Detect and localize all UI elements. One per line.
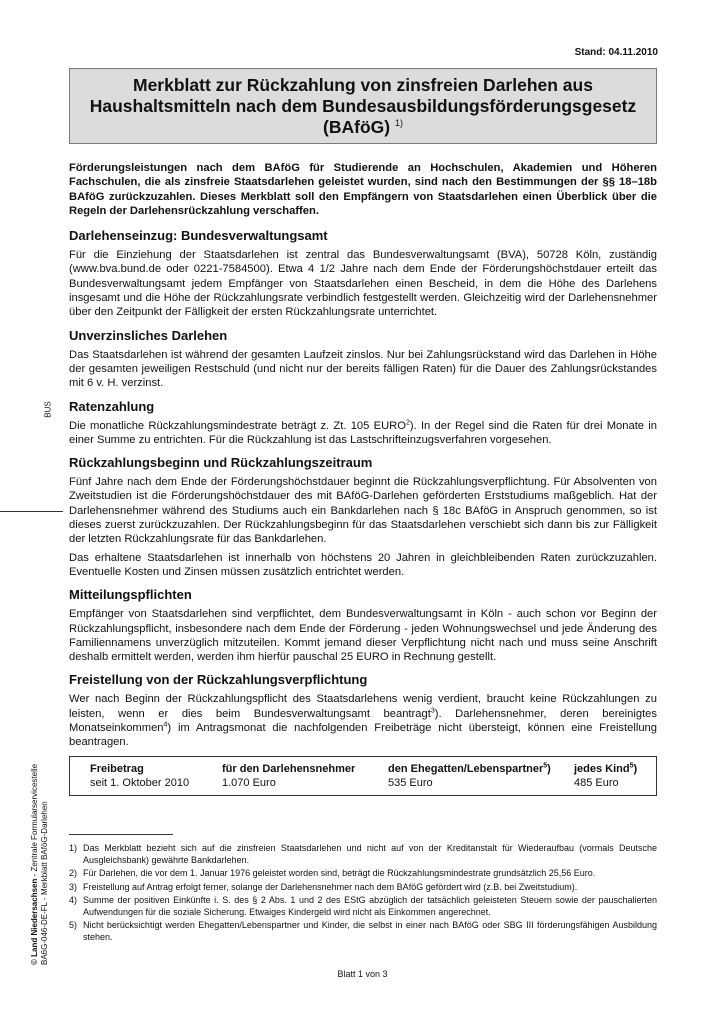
- freibetrag-header-cell: jedes Kind$^5$): [574, 761, 638, 775]
- footnote-ref: 5: [629, 761, 634, 769]
- footnote-text: Das Merkblatt bezieht sich auf die zinsfreien Staatsdarlehen und nicht auf von der Kreditanstalt für Wiederaufbau (vormals Deutsche Ausgleichsbank) gewährte Bankdarlehen.: [83, 843, 657, 865]
- section-paragraph: [69, 419, 657, 448]
- fold-mark: [0, 511, 63, 512]
- footnote-ref: 5: [543, 761, 548, 769]
- footnote-text: Freistellung auf Antrag erfolgt ferner, solange der Darlehensnehmer nach dem BAföG gefördert wird (z.B. bei Zweitstudium).: [83, 881, 578, 892]
- document-date: Stand: 04.11.2010: [574, 47, 658, 58]
- freibetrag-cell: seit 1. Oktober 2010: [90, 776, 190, 789]
- footnote-number: 5): [69, 920, 78, 930]
- header-text: den Ehegatten/Lebenspartner: [388, 762, 544, 775]
- section-heading: Ratenzahlung: [69, 398, 155, 414]
- freibetrag-cell: 1.070 Euro: [222, 776, 276, 789]
- text-part: ). Darlehensnehmer, deren bereinigtes Monatseinkommen: [69, 707, 658, 735]
- side-line-2: BA6G-046-DE-FL - Merkblatt BAföG-Darlehen: [40, 801, 49, 965]
- freibetrag-table: [69, 756, 657, 796]
- section-heading: Mitteilungspflichten: [69, 587, 192, 603]
- section-paragraph: Das erhaltene Staatsdarlehen ist innerhalb von höchstens 20 Jahren in gleichbleibenden Raten zurückzuzahlen. Eventuelle Kosten und Zinsen müssen zusätzlich entrichtet werden.: [69, 551, 657, 578]
- section-einzug: [69, 228, 657, 319]
- page-number: Blatt 1 von 3: [337, 969, 388, 979]
- section-paragraph: Für die Einziehung der Staatsdarlehen ist zentral das Bundesverwaltungsamt (BVA), 50728 Köln, zuständig (www.bva.bund.de oder 0221-7584500). Etwa 4 1/2 Jahre nach dem Ende der Förderungshöchstdauer erteilt das Bundesverwaltungsamt jedem Empfänger von Staatsdarlehen einen Bescheid, in dem die Höhe des Darlehens insgesamt und die Höhe der Rückzahlungsrate verbindlich festgestellt werden. Gleichzeitig wird der Darlehensnehmer über den Zeitpunkt der Fälligkeit der ersten Rückzahlungsrate unterrichtet.: [69, 249, 657, 319]
- publisher-name: © Land Niedersachsen: [30, 878, 39, 965]
- text-part: ) im Antragsmonat die nachfolgenden Freibeträge nicht übersteigt, können eine Freistellung beantragen.: [69, 722, 657, 749]
- section-mitteilungspflichten: [69, 587, 657, 664]
- footnote: [69, 920, 657, 943]
- section-paragraph: Das Staatsdarlehen ist während der gesamten Laufzeit zinslos. Nur bei Zahlungsrückstand wird das Darlehen in Höhe der gesamten jeweiligen Restschuld (und nicht nur der bereits fälligen Raten) für die Dauer des Zahlungsrückstandes mit 6 v. H. verzinst.: [69, 348, 657, 390]
- section-heading: Darlehenseinzug: Bundesverwaltungsamt: [69, 228, 328, 244]
- footnote: [69, 895, 657, 918]
- freibetrag-header-row: [90, 762, 650, 776]
- freibetrag-data-row: [90, 776, 650, 790]
- footnotes: [69, 843, 657, 945]
- freibetrag-header-cell: für den Darlehensnehmer: [222, 762, 356, 775]
- section-paragraph: Empfänger von Staatsdarlehen sind verpflichtet, dem Bundesverwaltungsamt in Köln - auch schon vor Beginn der Rückzahlungspflicht, insbesondere nach dem Ende der Förderung - jeden Wohnungswechsel und jede Änderung des Familiennamens unverzüglich mitzuteilen. Kommt jemand dieser Verpflichtung nicht nach und muss seine Anschrift deshalb ermittelt werden, werden ihm hierfür pauschal 25 EURO in Rechnung gestellt.: [69, 608, 657, 664]
- title-footnote-ref: 1): [394, 117, 403, 128]
- footnote-text: Nicht berücksichtigt werden Ehegatten/Lebenspartner und Kinder, die selbst in einer nach BAföG oder SBG III förderungsfähigen Ausbildung stehen.: [83, 920, 657, 942]
- side-bus-text: BUS: [43, 401, 53, 418]
- footnote-ref: 2: [405, 418, 410, 426]
- title-line-3: (BAföG): [323, 116, 391, 137]
- footnote: [69, 868, 657, 880]
- intro-paragraph: Förderungsleistungen nach dem BAföG für Studierende an Hochschulen, Akademien und Höheren Fachschulen, die als zinsfreie Staatsdarlehen geleistet wurden, sind nach den Bestimmungen der §§ 18–18b BAföG zurückzuzahlen. Dieses Merkblatt soll den Empfängern von Staatsdarlehen einen Überblick über die Regeln der Darlehensrückzahlung verschaffen.: [69, 162, 657, 217]
- footnote-text: Summe der positiven Einkünfte i. S. des § 2 Abs. 1 und 2 des EStG abzüglich der tatsächlich geleisteten Steuern sowie der pauschalierten Aufwendungen für die soziale Sicherung. Etwaiges Kindergeld wird nicht als Einkommen angerechnet.: [83, 895, 657, 917]
- side-bus-label: [38, 393, 58, 423]
- footnote: [69, 843, 657, 866]
- title-box: [69, 68, 657, 144]
- text-part: Die monatliche Rückzahlungsmindestrate beträgt z. Zt. 105 EURO: [69, 419, 406, 432]
- header-text: jedes Kind: [574, 762, 630, 775]
- footnote-text: Für Darlehen, die vor dem 1. Januar 1976 geleistet worden sind, beträgt die Rückzahlungsmindestrate grundsätzlich 25,56 Euro.: [83, 868, 596, 878]
- freibetrag-header-cell: Freibetrag: [90, 762, 144, 775]
- freibetrag-cell: 485 Euro: [574, 776, 619, 789]
- main-content: [69, 161, 657, 804]
- footnote-ref: 3: [430, 706, 435, 714]
- section-ratenzahlung: [69, 399, 657, 448]
- section-rueckzahlungsbeginn: [69, 455, 657, 579]
- text-part: Wer nach Beginn der Rückzahlungspflicht des Staatsdarlehens wenig verdient, braucht keine Rückzahlungen zu leisten, wenn er dies beim Bundesverwaltungsamt beantragt: [69, 693, 657, 720]
- side-line-1: [30, 665, 40, 965]
- side-publisher-info: [30, 665, 60, 965]
- document-title: [82, 75, 644, 138]
- section-paragraph: [69, 692, 657, 749]
- footnote-number: 3): [69, 881, 78, 892]
- section-unverzinslich: [69, 328, 657, 391]
- footnote-divider: [69, 834, 173, 835]
- footnote-ref: 4: [163, 721, 168, 729]
- title-line-2: Haushaltsmitteln nach dem Bundesausbildungsförderungsgesetz: [89, 95, 637, 116]
- section-freistellung: [69, 672, 657, 795]
- freibetrag-header-cell: den Ehegatten/Lebenspartner$^5$): [388, 761, 551, 775]
- section-heading: Unverzinsliches Darlehen: [69, 327, 228, 343]
- section-heading: Freistellung von der Rückzahlungsverpflichtung: [69, 672, 368, 688]
- footnote-number: 4): [69, 895, 78, 905]
- section-paragraph: Fünf Jahre nach dem Ende der Förderungshöchstdauer beginnt die Rückzahlungsverpflichtung. Für Absolventen von Zweitstudien ist die Förderungshöchstdauer des mit BAföG-Darlehen geförderten Erststudiums maßgeblich. Hat der Darlehensnehmer während des Studiums auch ein Bankdarlehen nach § 18c BAföG in Anspruch genommen, so ist dieses zuerst zurückzuzahlen. Der Rückzahlungsbeginn für das Staatsdarlehen verschiebt sich dann bis zur Fälligkeit der letzten Rückzahlungsrate für das Bankdarlehen.: [69, 476, 657, 546]
- section-heading: Rückzahlungsbeginn und Rückzahlungszeitraum: [69, 455, 373, 471]
- footnote-number: 1): [69, 843, 78, 853]
- title-line-1: Merkblatt zur Rückzahlung von zinsfreien Darlehen aus: [133, 74, 593, 95]
- text-part: ). In der Regel sind die Raten für drei Monate in einer Summe zu entrichten. Für die Rückzahlung ist das Lastschrifteinzugsverfahren vorgesehen.: [69, 419, 657, 446]
- publisher-dept: - Zentrale Formularservicestelle: [30, 763, 39, 879]
- freibetrag-cell: 535 Euro: [388, 776, 433, 789]
- footnote-number: 2): [69, 868, 78, 878]
- footnote: [69, 882, 657, 894]
